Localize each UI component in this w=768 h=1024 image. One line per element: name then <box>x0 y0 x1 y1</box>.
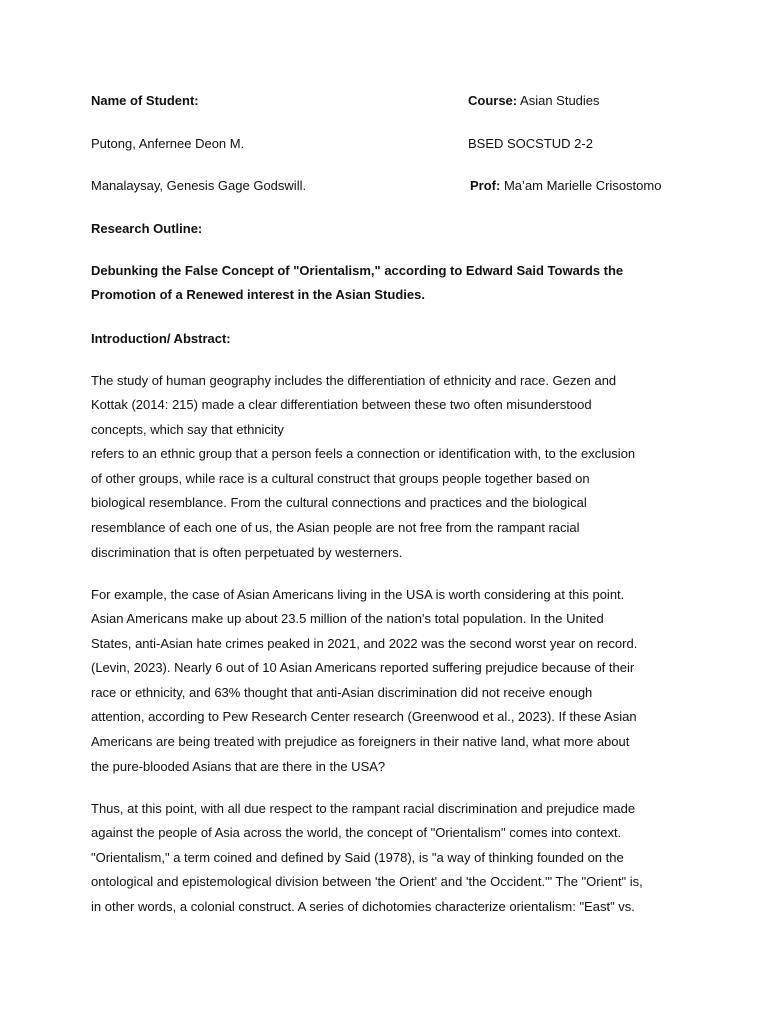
research-title <box>91 259 681 308</box>
title-line: Debunking the False Concept of "Orientalism," according to Edward Said Towards the <box>91 262 624 278</box>
course-value: Asian Studies <box>520 93 600 108</box>
text-line: concepts, which say that ethnicity <box>91 421 284 437</box>
header-row-names-course <box>91 91 691 111</box>
research-outline-label: Research Outline: <box>91 221 203 236</box>
text-line: discrimination that is often perpetuated by westerners. <box>91 544 403 560</box>
student-name-2: Manalaysay, Genesis Gage Godswill. <box>91 178 307 193</box>
text-line: Asian Americans make up about 23.5 million of the nation's total population. In the United <box>91 611 604 627</box>
prof-value: Ma’am Marielle Crisostomo <box>503 178 662 193</box>
course-label: Course: <box>468 93 518 108</box>
text-line: States, anti-Asian hate crimes peaked in 2021, and 2022 was the second worst year on record. <box>91 635 638 651</box>
prof-label: Prof: <box>470 178 501 193</box>
student-label: Name of Student: <box>91 93 199 108</box>
text-line: Thus, at this point, with all due respect to the rampant racial discrimination and prejudice made <box>91 800 636 816</box>
text-line: (Levin, 2023). Nearly 6 out of 10 Asian Americans reported suffering prejudice because of their <box>91 660 635 676</box>
text-line: The study of human geography includes the differentiation of ethnicity and race. Gezen and <box>91 372 617 388</box>
course-field <box>468 91 600 111</box>
text-line: the pure-blooded Asians that are there in the USA? <box>91 758 386 774</box>
paragraph-1 <box>91 369 681 566</box>
text-line: resemblance of each one of us, the Asian people are not free from the rampant racial <box>91 520 580 536</box>
text-line: race or ethnicity, and 63% thought that anti-Asian discrimination did not receive enough <box>91 684 593 700</box>
prof-field <box>470 176 661 196</box>
title-line: Promotion of a Renewed interest in the Asian Studies. <box>91 287 425 303</box>
paragraph-2 <box>91 583 681 780</box>
introduction-label: Introduction/ Abstract: <box>91 331 231 346</box>
header-row-student2 <box>91 176 691 196</box>
header-row-student1 <box>91 134 691 154</box>
text-line: of other groups, while race is a cultural construct that groups people together based on <box>91 470 590 486</box>
text-line: "Orientalism," a term coined and defined by Said (1978), is "a way of thinking founded on the <box>91 849 624 865</box>
text-line: biological resemblance. From the cultural connections and practices and the biological <box>91 495 587 511</box>
text-line: For example, the case of Asian Americans living in the USA is worth considering at this point. <box>91 586 625 602</box>
text-line: Kottak (2014: 215) made a clear differentiation between these two often misunderstood <box>91 397 592 413</box>
text-line: in other words, a colonial construct. A series of dichotomies characterize orientalism: "East" vs. <box>91 898 635 914</box>
text-line: refers to an ethnic group that a person feels a connection or identification with, to the exclusion <box>91 446 636 462</box>
text-line: against the people of Asia across the world, the concept of "Orientalism" comes into context. <box>91 825 622 841</box>
paragraph-3 <box>91 797 681 920</box>
student-name-1: Putong, Anfernee Deon M. <box>91 136 245 151</box>
text-line: ontological and epistemological division between 'the Orient' and 'the Occident.'" The "Orient" is, <box>91 874 643 890</box>
section-value: BSED SOCSTUD 2-2 <box>468 136 593 151</box>
text-line: Americans are being treated with prejudice as foreigners in their native land, what more about <box>91 734 630 750</box>
text-line: attention, according to Pew Research Center research (Greenwood et al., 2023). If these Asian <box>91 709 637 725</box>
